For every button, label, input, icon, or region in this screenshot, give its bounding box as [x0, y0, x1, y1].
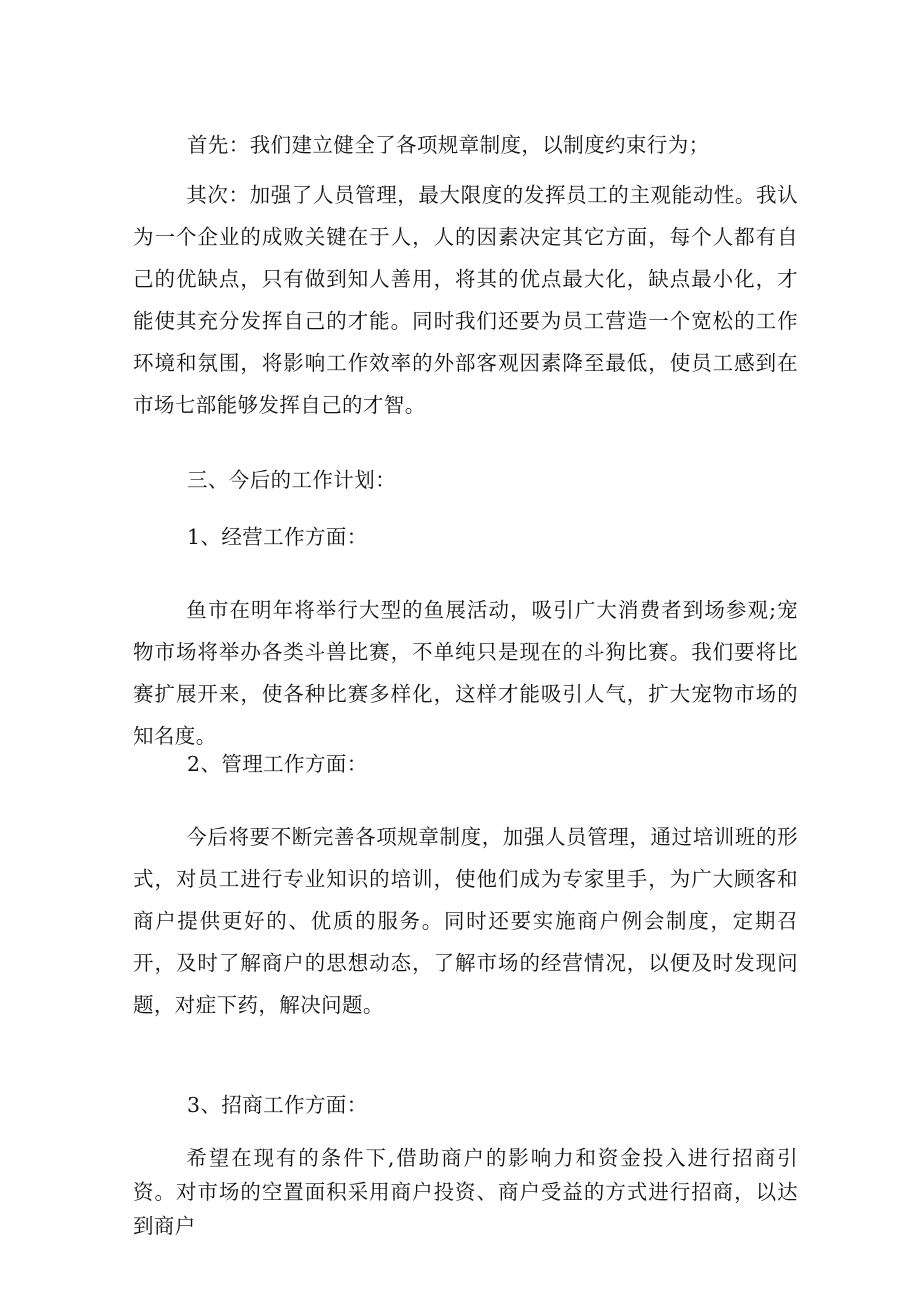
paragraph-operations: 鱼市在明年将举行大型的鱼展活动，吸引广大消费者到场参观;宠物市场将举办各类斗兽比赛，不单纯只是现在的斗狗比赛。我们要将比赛扩展开来，使各种比赛多样化，这样才能吸引人气，扩大宠物市场的知名度。 — [133, 598, 798, 748]
paragraph-rules: 首先：我们建立健全了各项规章制度，以制度约束行为； — [187, 133, 710, 157]
section-heading-future-plan: 三、今后的工作计划： — [187, 468, 396, 492]
paragraph-management: 今后将要不断完善各项规章制度，加强人员管理，通过培训班的形式，对员工进行专业知识的培训，使他们成为专家里手，为广大顾客和商户提供更好的、优质的服务。同时还要实施商户例会制度，定期召开，及时了解商户的思想动态，了解市场的经营情况，以便及时发现问题，对症下药，解决问题。 — [133, 825, 798, 1017]
subheading-investment: 3、招商工作方面： — [187, 1093, 368, 1117]
paragraph-staff-management: 其次：加强了人员管理，最大限度的发挥员工的主观能动性。我认为一个企业的成败关键在于人，人的因素决定其它方面，每个人都有自己的优缺点，只有做到知人善用，将其的优点最大化，缺点最小化，才能使其充分发挥自己的才能。同时我们还要为员工营造一个宽松的工作环境和氛围，将影响工作效率的外部客观因素降至最低，使员工感到在市场七部能够发挥自己的才智。 — [133, 183, 798, 417]
subheading-management: 2、管理工作方面： — [187, 752, 368, 776]
subheading-operations: 1、经营工作方面： — [187, 525, 368, 549]
paragraph-investment: 希望在现有的条件下,借助商户的影响力和资金投入进行招商引资。对市场的空置面积采用商户投资、商户受益的方式进行招商，以达到商户 — [133, 1146, 798, 1238]
